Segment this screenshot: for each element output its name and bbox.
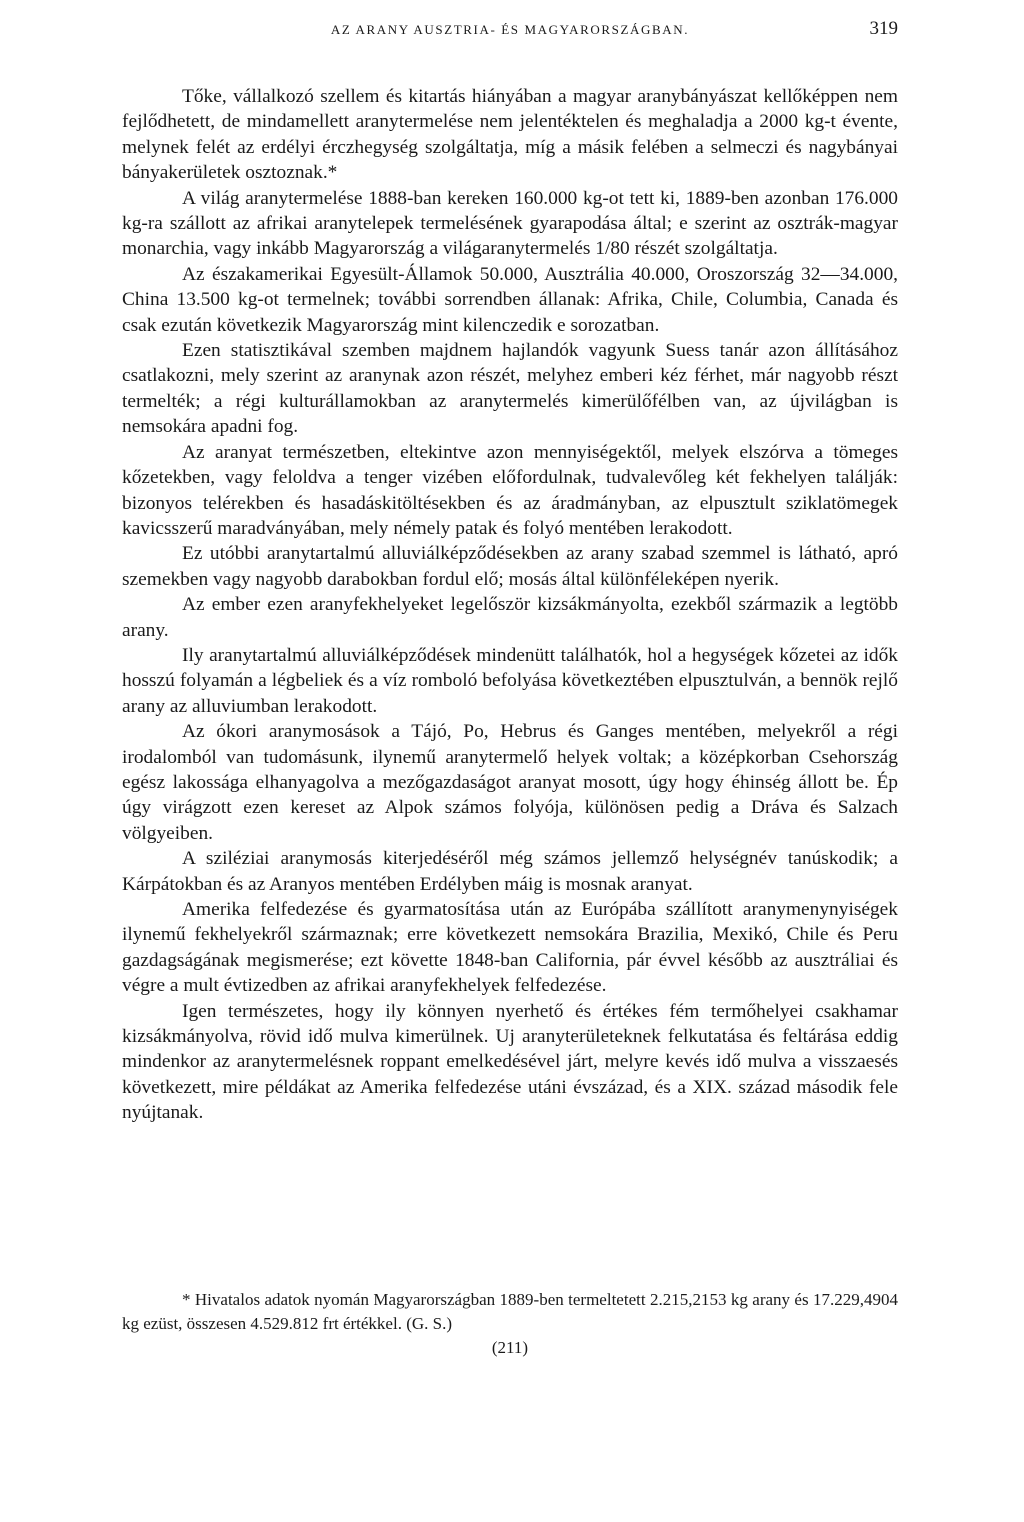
book-page — [122, 18, 898, 1358]
paragraph: Az északamerikai Egyesült-Államok 50.000, Ausztrália 40.000, Oroszország 32—34.000, China 13.500 kg-ot termelnek; további sorrendben állanak: Afrika, Chile, Columbia, Canada és csak ezután következik Magyarország mint kilenczedik e sorozatban. — [122, 263, 898, 336]
running-title: AZ ARANY AUSZTRIA- ÉS MAGYARORSZÁGBAN. — [330, 22, 690, 37]
signature-mark: (211) — [491, 1337, 529, 1357]
paragraph: Igen természetes, hogy ily könnyen nyerhető és értékes fém termőhelyei csakhamar kizsákmányolva, rövid idő mulva kimerülnek. Uj aranyterületeknek felkutatása és feltárása eddig mindenkor az aranytermelésnek roppant emelkedésével járt, melyre kevés idő mulva a visszaesés következett, mire példákat az Amerika felfedezése utáni évszázad, és a XIX. század második fele nyújtanak. — [122, 1000, 898, 1124]
paragraph: Ez utóbbi aranytartalmú alluviálképződésekben az arany szabad szemmel is látható, apró szemekben vagy nagyobb darabokban fordul elő; mosás által különféleképen nyerik. — [122, 543, 898, 590]
footnote — [122, 1288, 898, 1336]
paragraph: Tőke, vállalkozó szellem és kitartás hiányában a magyar aranybányászat kellőképpen nem fejlődhetett, de mindamellett aranytermelése nem jelentéktelen és meghaladja a 2000 kg-t évente, melynek felét az erdélyi érczhegység szolgáltatja, míg a másik felében a selmeczi és nagybányai bányakerületek osztoznak.* — [122, 86, 898, 184]
footnote-text: * Hivatalos adatok nyomán Magyarországban 1889-ben termeltetett 2.215,2153 kg arany és 17.229,4904 kg ezüst, összesen 4.529.812 frt értékkel. (G. S.) — [122, 1289, 898, 1333]
paragraph: Ezen statisztikával szemben majdnem hajlandók vagyunk Suess tanár azon állításához csatlakozni, mely szerint az aranynak azon részét, melyhez emberi kéz férhet, már nagyobb részt termelték; a régi kulturállamokban az aranytermelés kimerülőfélben van, az újvilágban is nemsokára apadni fog. — [122, 340, 898, 438]
paragraph: A sziléziai aranymosás kiterjedéséről még számos jellemző helységnév tanúskodik; a Kárpátokban és az Aranyos mentében Erdélyben máig is mosnak aranyat. — [122, 848, 898, 895]
running-head — [122, 18, 898, 48]
paragraph: Amerika felfedezése és gyarmatosítása után az Európába szállított aranymenynyiségek ilynemű fekhelyekről származnak; erre következett nemsokára Brazilia, Mexikó, Chile és Peru gazdagságának megismerése; ezt követte 1848-ban California, pár évvel később az ausztráliai és végre a mult évtizedben az afrikai aranyfekhelyek felfedezése. — [122, 899, 898, 997]
page-number: 319 — [869, 18, 898, 39]
paragraph: Az aranyat természetben, eltekintve azon mennyiségektől, melyek elszórva a tömeges kőzetekben, vagy feloldva a tenger vizében előfordulnak, tudvalevőleg két fekhelyen találják: bizonyos telérekben és hasadáskitöltésekben és az áradmányban, az elpusztult sziklatömegek kavicsszerű maradványában, mely némely patak és folyó mentében lerakodott. — [122, 441, 898, 539]
paragraph: A világ aranytermelése 1888-ban kereken 160.000 kg-ot tett ki, 1889-ben azonban 176.000 kg-ra szállott az afrikai aranytelepek termelésének gyarapodása által; e szerint az osztrák-magyar monarchia, vagy inkább Magyarország a világaranytermelés 1/80 részét szolgáltatja. — [122, 187, 898, 260]
paragraph: Az ember ezen aranyfekhelyeket legelőször kizsákmányolta, ezekből származik a legtöbb arany. — [122, 594, 898, 641]
paragraph: Az ókori aranymosások a Tájó, Po, Hebrus és Ganges mentében, melyekről a régi irodalomból van tudomásunk, ilynemű aranytermelő helyek voltak; a középkorban Csehország egész lakossága elhanyagolva a mezőgazdaságot aranyat mosott, úgy hogy éhinség állott be. Ép úgy virágzott ezen kereset az Alpok számos folyója, különösen pedig a Dráva és Salzach völgyeiben. — [122, 721, 898, 844]
main-text — [122, 84, 898, 1126]
paragraph: Ily aranytartalmú alluviálképződések mindenütt találhatók, hol a hegységek kőzetei az idők hosszú folyamán a légbeliek és a víz romboló befolyása következtében elpusztulván, a bennök rejlő arany az alluviumban lerakodott. — [122, 644, 898, 717]
